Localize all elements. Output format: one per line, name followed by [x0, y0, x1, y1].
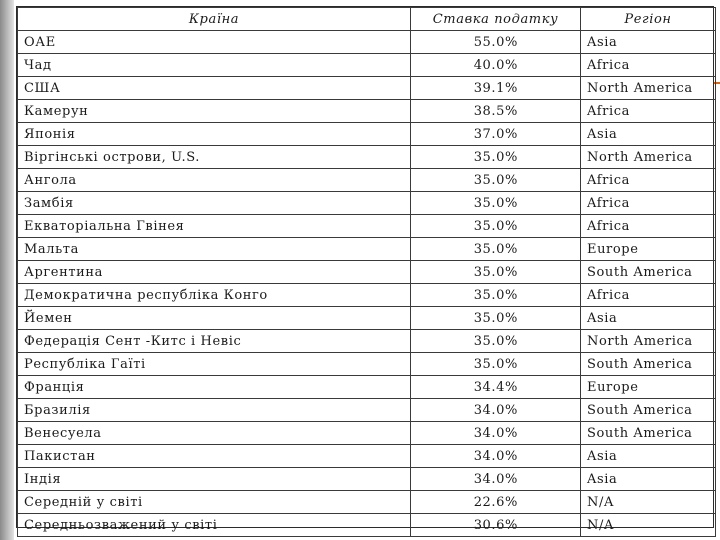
cell-region: North America: [581, 330, 716, 353]
cell-region: Africa: [581, 54, 716, 77]
table-row: [18, 491, 716, 514]
cell-tax-rate: 35.0%: [411, 330, 581, 353]
cell-tax-rate: 35.0%: [411, 284, 581, 307]
cell-tax-rate: 35.0%: [411, 146, 581, 169]
table-row: [18, 514, 716, 537]
cell-country: Демократична республіка Конго: [18, 284, 411, 307]
table-row: [18, 330, 716, 353]
table-row: [18, 353, 716, 376]
cell-country: Мальта: [18, 238, 411, 261]
cell-region: Africa: [581, 192, 716, 215]
cell-country: Чад: [18, 54, 411, 77]
table-row: [18, 77, 716, 100]
cell-tax-rate: 38.5%: [411, 100, 581, 123]
cell-region: Europe: [581, 376, 716, 399]
cell-region: N/A: [581, 491, 716, 514]
cell-country: Ангола: [18, 169, 411, 192]
cell-country: Йемен: [18, 307, 411, 330]
cell-country: Віргінські острови, U.S.: [18, 146, 411, 169]
cell-region: Asia: [581, 445, 716, 468]
cell-region: Africa: [581, 169, 716, 192]
table-row: [18, 468, 716, 491]
cell-tax-rate: 34.0%: [411, 445, 581, 468]
cell-region: North America: [581, 146, 716, 169]
cell-tax-rate: 40.0%: [411, 54, 581, 77]
cell-region: Africa: [581, 100, 716, 123]
table-row: [18, 376, 716, 399]
cell-tax-rate: 34.0%: [411, 422, 581, 445]
table-row: [18, 445, 716, 468]
table-row: [18, 215, 716, 238]
table-row: [18, 284, 716, 307]
cell-country: Республіка Гаїті: [18, 353, 411, 376]
cell-country: Середньозважений у світі: [18, 514, 411, 537]
cell-tax-rate: 35.0%: [411, 261, 581, 284]
cell-country: Венесуела: [18, 422, 411, 445]
table-header-row: [18, 8, 716, 31]
table-row: [18, 54, 716, 77]
cell-region: South America: [581, 399, 716, 422]
cell-country: Середній у світі: [18, 491, 411, 514]
cell-country: Індія: [18, 468, 411, 491]
tax-rate-table: [17, 7, 716, 537]
cell-tax-rate: 35.0%: [411, 215, 581, 238]
table-row: [18, 192, 716, 215]
cell-tax-rate: 37.0%: [411, 123, 581, 146]
cell-region: Asia: [581, 123, 716, 146]
table-row: [18, 169, 716, 192]
cell-country: Японія: [18, 123, 411, 146]
cell-tax-rate: 39.1%: [411, 77, 581, 100]
cell-region: Asia: [581, 307, 716, 330]
cell-tax-rate: 35.0%: [411, 307, 581, 330]
cell-tax-rate: 35.0%: [411, 238, 581, 261]
cell-country: Франція: [18, 376, 411, 399]
cell-country: Пакистан: [18, 445, 411, 468]
table-row: [18, 307, 716, 330]
table-row: [18, 146, 716, 169]
cell-tax-rate: 34.0%: [411, 399, 581, 422]
cell-country: Камерун: [18, 100, 411, 123]
cell-tax-rate: 55.0%: [411, 31, 581, 54]
cell-tax-rate: 22.6%: [411, 491, 581, 514]
table-row: [18, 261, 716, 284]
cell-tax-rate: 35.0%: [411, 192, 581, 215]
cell-region: Asia: [581, 468, 716, 491]
table-row: [18, 238, 716, 261]
table-body: [18, 31, 716, 537]
slide-left-strip: [0, 0, 14, 540]
header-tax-rate: Ставка податку: [411, 8, 581, 31]
cell-region: North America: [581, 77, 716, 100]
table-row: [18, 422, 716, 445]
cell-tax-rate: 30.6%: [411, 514, 581, 537]
cell-country: США: [18, 77, 411, 100]
header-country: Країна: [18, 8, 411, 31]
cell-region: Africa: [581, 284, 716, 307]
cell-region: South America: [581, 261, 716, 284]
cell-tax-rate: 34.0%: [411, 468, 581, 491]
table-row: [18, 399, 716, 422]
cell-region: South America: [581, 353, 716, 376]
cell-country: Замбія: [18, 192, 411, 215]
cell-region: South America: [581, 422, 716, 445]
cell-tax-rate: 34.4%: [411, 376, 581, 399]
cell-country: Федерація Сент -Китс і Невіс: [18, 330, 411, 353]
cell-tax-rate: 35.0%: [411, 169, 581, 192]
cell-region: Africa: [581, 215, 716, 238]
tax-rate-table-container: [16, 6, 714, 533]
table-row: [18, 31, 716, 54]
cell-tax-rate: 35.0%: [411, 353, 581, 376]
cell-country: ОАЕ: [18, 31, 411, 54]
table-row: [18, 100, 716, 123]
cell-country: Бразилія: [18, 399, 411, 422]
cell-region: Asia: [581, 31, 716, 54]
cell-country: Аргентина: [18, 261, 411, 284]
header-region: Регіон: [581, 8, 716, 31]
cell-region: Europe: [581, 238, 716, 261]
cell-country: Екваторіальна Гвінея: [18, 215, 411, 238]
cell-region: N/A: [581, 514, 716, 537]
table-row: [18, 123, 716, 146]
